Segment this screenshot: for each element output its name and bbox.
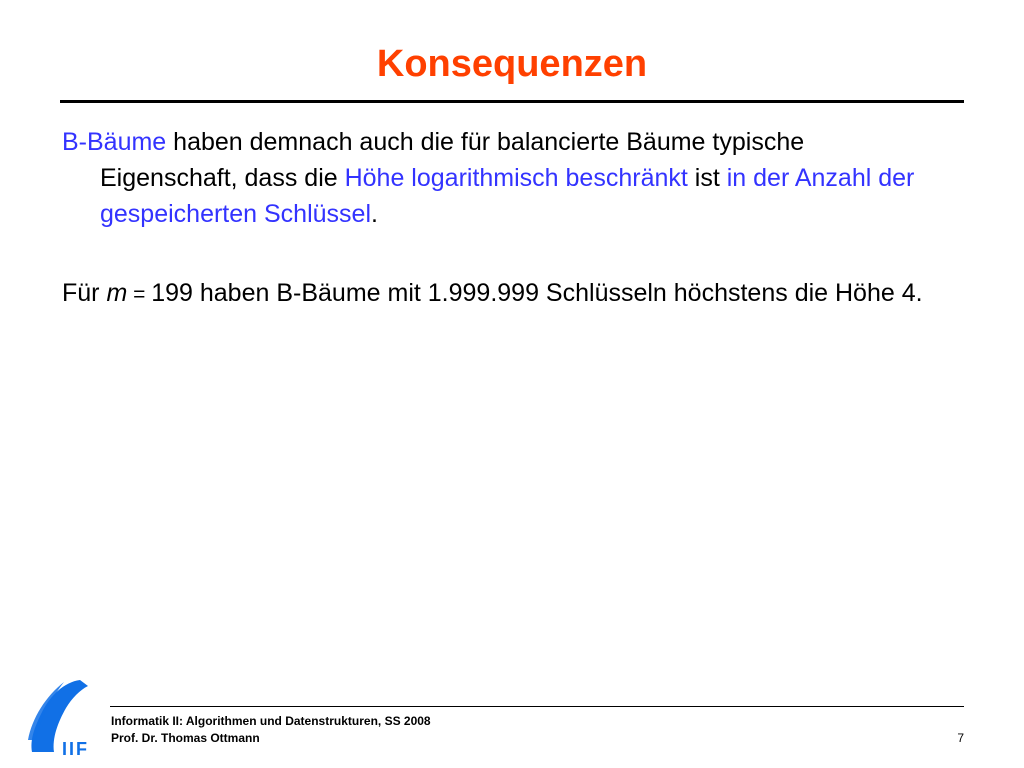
paragraph-example-m199	[62, 275, 942, 313]
footer-author: Prof. Dr. Thomas Ottmann	[111, 731, 260, 745]
footer-course-title: Informatik II: Algorithmen und Datenstrukturen, SS 2008	[111, 714, 431, 728]
paragraph1-period: .	[371, 200, 378, 228]
title-divider	[60, 100, 964, 103]
term-number-of-keys: in der Anzahl der gespeicherten Schlüssel	[100, 164, 915, 228]
svg-text:IIF: IIF	[62, 739, 89, 758]
equals-sign: =	[127, 283, 152, 306]
term-height-log-bounded: Höhe logarithmisch beschränkt	[344, 164, 688, 192]
slide-title: Konsequenzen	[376, 43, 648, 85]
variable-m: m	[106, 279, 128, 307]
page-number: 7	[957, 731, 964, 745]
iif-logo-graphic	[24, 678, 100, 758]
paragraph1-text-1: haben demnach auch die für balancierte Bäume typische Eigenschaft, dass die	[100, 128, 805, 192]
paragraph2-text-1: Für	[62, 279, 107, 307]
paragraph2-text-2: 199 haben B-Bäume mit 1.999.999 Schlüsseln höchstens die Höhe 4.	[151, 279, 923, 307]
term-b-trees: B-Bäume	[62, 128, 167, 156]
paragraph-b-trees-height	[62, 124, 942, 232]
paragraph1-text-2: ist	[687, 164, 727, 192]
iif-logo-icon	[24, 678, 100, 758]
footer-divider	[110, 706, 964, 707]
